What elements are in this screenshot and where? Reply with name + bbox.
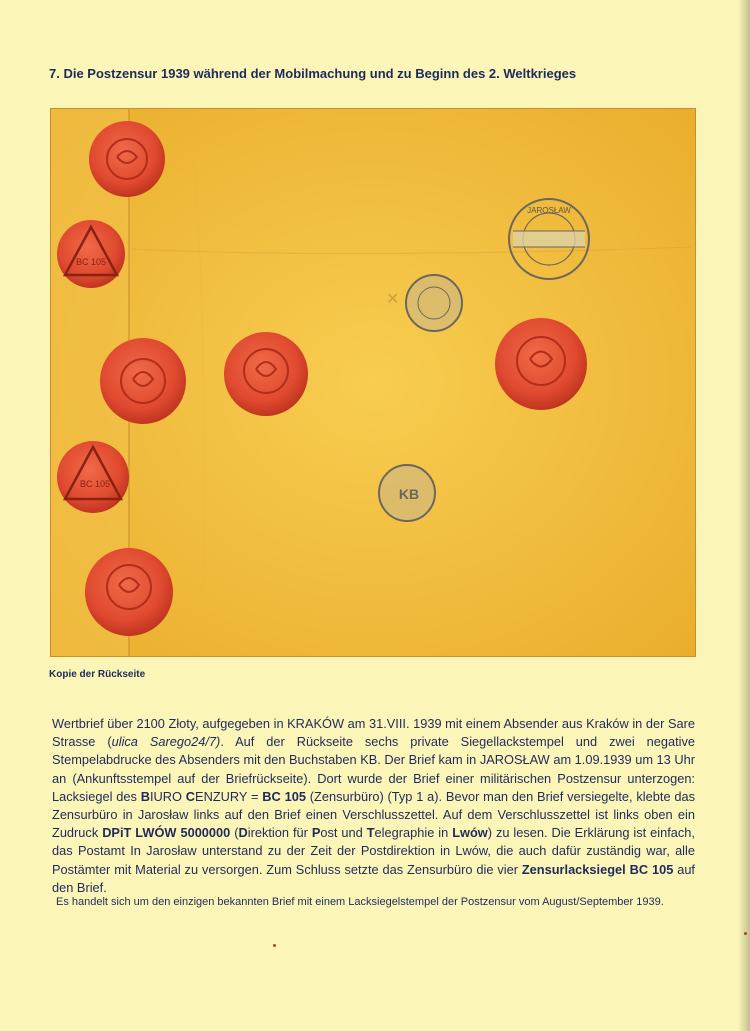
body-text-9: auf den Brief. [52,861,695,895]
triangle-seal-2-text: BC 105 [79,479,111,489]
page-title: 7. Die Postzensur 1939 während der Mobilmachung und zu Beginn des 2. Weltkrieges [49,66,577,81]
wax-seal-right [495,318,587,410]
envelope-back-photo [50,108,696,657]
speck [744,932,747,935]
page-edge-shadow [738,0,750,1031]
body-text-italic-address: ulica Sarego24/7) [111,734,221,750]
wax-seal-triangle-1 [57,220,125,288]
body-bold-lwow: Lwów [452,825,488,841]
body-text-2: . Auf der Rückseite sechs private Siegellackstempel und zwei negative Stempelabdrucke des Absenders mit den Buchstaben KB. Der Brief kam in JAROSŁAW am 1.09.1939 um 13 Uhr an (Ankunftsstempel auf der Briefrückseite). Dort wurde der Brief einer militärischen Postzensur unterzogen: Lacksiegel des [52,734,696,804]
image-caption: Kopie der Rückseite [49,669,146,680]
body-text-cenzury: ENZURY = [195,788,263,804]
body-bold-b: B [140,788,150,804]
body-text-3: (Zensurbüro) (Typ 1 a). Bevor man den Brief versiegelte, klebte das Zensurbüro in Jarosław links auf den Brief einen Verschlusszettel. Auf dem Verschlusszettel ist links oben ein Zudruck [52,788,696,841]
wax-seal-3 [100,338,186,424]
footnote: Es handelt sich um den einzigen bekannten Brief mit einem Lacksiegelstempel der Postzensur vom August/September 1939. [56,896,664,908]
body-text-5: irektion für [247,825,312,841]
body-bold-d: D [238,825,248,841]
jaroslaw-postmark-text: JAROSŁAW [527,206,571,215]
envelope-illustration [51,109,695,656]
negative-stamp-2 [379,465,435,521]
body-text-4: ( [230,825,239,841]
wax-seal-4 [224,332,308,416]
speck [273,944,276,947]
body-bold-t: T [366,825,375,841]
body-bold-p: P [311,825,321,841]
body-bold-zensurlacksiegel: Zensurlacksiegel BC 105 [521,861,674,877]
body-bold-dpit: DPiT LWÓW 5000000 [102,825,231,841]
body-bold-c: C [185,788,196,804]
body-text-8: ) zu lesen. Die Erklärung ist einfach, das Postamt In Jarosław unterstand zu der Zeit der Postdirektion in Lwów, die auch dafür zuständig war, alle Postämter mit Material zu versorgen. Zum Schluss setzte das Zensurbüro die vier [52,825,695,877]
triangle-seal-1-text: BC 105 [75,257,107,267]
svg-text:✕: ✕ [386,291,400,308]
wax-seal-triangle-2 [57,441,129,513]
body-paragraph [52,715,695,897]
wax-seal-6 [85,548,173,636]
body-text-6: ost und [320,825,367,841]
body-text-biuro: IURO [149,788,186,804]
wax-seal-1 [89,121,165,197]
negative-stamp-1 [406,275,462,331]
body-bold-bc105: BC 105 [262,788,306,804]
negative-stamp-text: KB [398,486,420,502]
body-text-1: Wertbrief über 2100 Złoty, aufgegeben in KRAKÓW am 31.VIII. 1939 mit einem Absender aus Kraków in der Sare Strasse ( [52,716,695,750]
body-text-7: elegraphie in [374,825,453,841]
